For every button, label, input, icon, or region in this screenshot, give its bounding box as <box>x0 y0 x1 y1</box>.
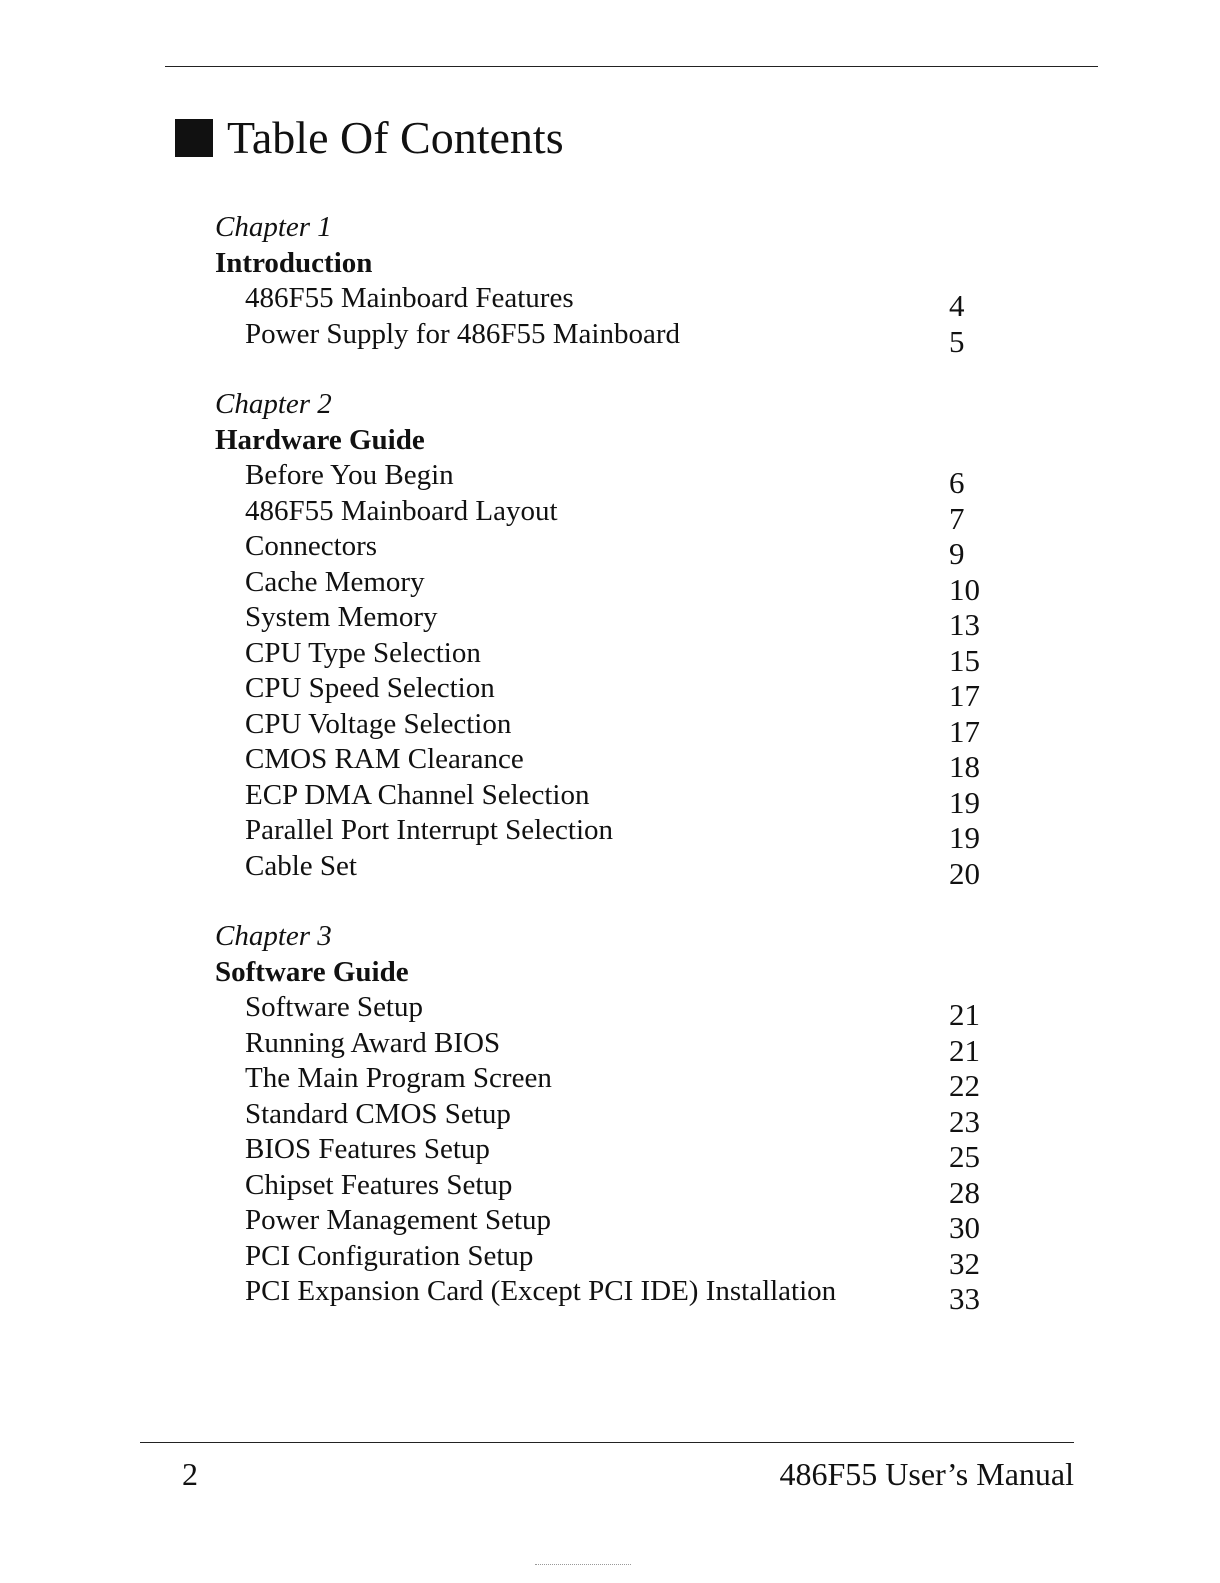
toc-entry-title: Power Supply for 486F55 Mainboard <box>245 317 680 350</box>
toc-entry-page: 23 <box>949 1103 980 1139</box>
toc-entry[interactable] <box>215 529 1015 571</box>
chapter-1-section <box>215 209 1015 359</box>
toc-entry[interactable] <box>215 742 1015 784</box>
toc-entry[interactable] <box>215 600 1015 642</box>
toc-entry-title: Cable Set <box>245 849 357 882</box>
header-rule <box>165 66 1098 67</box>
toc-entry[interactable] <box>215 565 1015 607</box>
toc-entry-title: Standard CMOS Setup <box>245 1097 511 1130</box>
toc-entry-title: Running Award BIOS <box>245 1026 501 1059</box>
chapter-label: Chapter 1 <box>215 211 332 243</box>
toc-entry-page: 9 <box>949 536 965 571</box>
toc-entry-title: Cache Memory <box>245 565 425 598</box>
toc-entry-page: 5 <box>949 323 965 359</box>
toc-entry[interactable] <box>215 707 1015 749</box>
toc-entry-page: 32 <box>949 1245 980 1281</box>
footer-manual-title: 486F55 User’s Manual <box>779 1456 1074 1492</box>
toc-entry[interactable] <box>215 1132 1015 1174</box>
toc-entry-page: 19 <box>949 820 980 855</box>
toc-entry-title: 486F55 Mainboard Features <box>245 282 574 314</box>
toc-entry-page: 15 <box>949 642 980 678</box>
toc-entry-page: 7 <box>949 500 965 536</box>
toc-entry-page: 18 <box>949 749 980 784</box>
toc-entry[interactable] <box>215 458 1015 500</box>
toc-entry-title: Power Management Setup <box>245 1204 552 1236</box>
toc-entry[interactable] <box>215 317 1015 359</box>
toc-entry[interactable] <box>215 813 1015 855</box>
chapter-label: Chapter 3 <box>215 920 332 952</box>
toc-entry-page: 17 <box>949 678 980 713</box>
toc-entry[interactable] <box>215 1168 1015 1210</box>
footer-rule <box>140 1442 1074 1443</box>
toc-entry-title: Connectors <box>245 530 378 562</box>
toc-heading <box>175 108 564 168</box>
toc-entry[interactable] <box>215 990 1015 1032</box>
toc-entry[interactable] <box>215 1026 1015 1068</box>
chapter-name: Hardware Guide <box>215 424 425 456</box>
toc-entry-title: CPU Voltage Selection <box>245 707 512 740</box>
page-title: Table Of Contents <box>227 112 564 163</box>
toc-entry-page: 20 <box>949 855 980 891</box>
toc-entry-page: 4 <box>949 288 965 323</box>
scan-artifact-line <box>535 1564 631 1565</box>
toc-entry[interactable] <box>215 1097 1015 1139</box>
toc-entry[interactable] <box>215 671 1015 713</box>
toc-entry[interactable] <box>215 849 1015 891</box>
toc-entry-page: 22 <box>949 1068 980 1103</box>
chapter-2-entries <box>215 458 1015 891</box>
toc-entry-title: CPU Type Selection <box>245 636 481 669</box>
toc-entry[interactable] <box>215 1274 1015 1316</box>
toc-entry-title: ECP DMA Channel Selection <box>245 778 590 811</box>
toc-entry-page: 28 <box>949 1174 980 1210</box>
toc-entry-title: CPU Speed Selection <box>245 672 495 704</box>
toc-entry-title: PCI Expansion Card (Except PCI IDE) Installation <box>245 1275 837 1307</box>
chapter-1-entries <box>215 281 1015 359</box>
toc-entry-title: CMOS RAM Clearance <box>245 743 524 775</box>
toc-entry-title: Before You Begin <box>245 459 454 491</box>
toc-entry-page: 25 <box>949 1139 980 1174</box>
footer-page-number: 2 <box>182 1456 198 1492</box>
chapter-2-section <box>215 386 1015 891</box>
chapter-name: Introduction <box>215 247 373 279</box>
chapter-3-section <box>215 918 1015 1316</box>
chapter-label: Chapter 2 <box>215 388 332 420</box>
toc-entry-page: 17 <box>949 713 980 749</box>
toc-entry[interactable] <box>215 281 1015 323</box>
toc-entry-page: 21 <box>949 997 980 1032</box>
toc-entry-title: 486F55 Mainboard Layout <box>245 494 558 527</box>
toc-entry-title: The Main Program Screen <box>245 1062 552 1094</box>
toc-entry-title: System Memory <box>245 601 438 633</box>
toc-entry-page: 6 <box>949 465 965 500</box>
toc-entry-page: 10 <box>949 571 980 607</box>
toc-entry-page: 33 <box>949 1281 980 1316</box>
square-bullet-icon <box>175 119 213 157</box>
toc-entry[interactable] <box>215 1061 1015 1103</box>
chapter-3-entries <box>215 990 1015 1316</box>
toc-entry-page: 13 <box>949 607 980 642</box>
toc-entry-page: 19 <box>949 784 980 820</box>
toc-entry-title: PCI Configuration Setup <box>245 1239 534 1272</box>
toc-entry-title: Chipset Features Setup <box>245 1168 513 1201</box>
chapter-name: Software Guide <box>215 956 409 988</box>
toc-entry[interactable] <box>215 1239 1015 1281</box>
toc-entry-page: 21 <box>949 1032 980 1068</box>
toc-entry[interactable] <box>215 1203 1015 1245</box>
toc-entry[interactable] <box>215 636 1015 678</box>
toc-entry-title: BIOS Features Setup <box>245 1133 490 1165</box>
toc-entry-title: Software Setup <box>245 991 423 1023</box>
toc-entry-title: Parallel Port Interrupt Selection <box>245 814 614 846</box>
toc-entry-page: 30 <box>949 1210 980 1245</box>
toc-entry[interactable] <box>215 778 1015 820</box>
toc-entry[interactable] <box>215 494 1015 536</box>
